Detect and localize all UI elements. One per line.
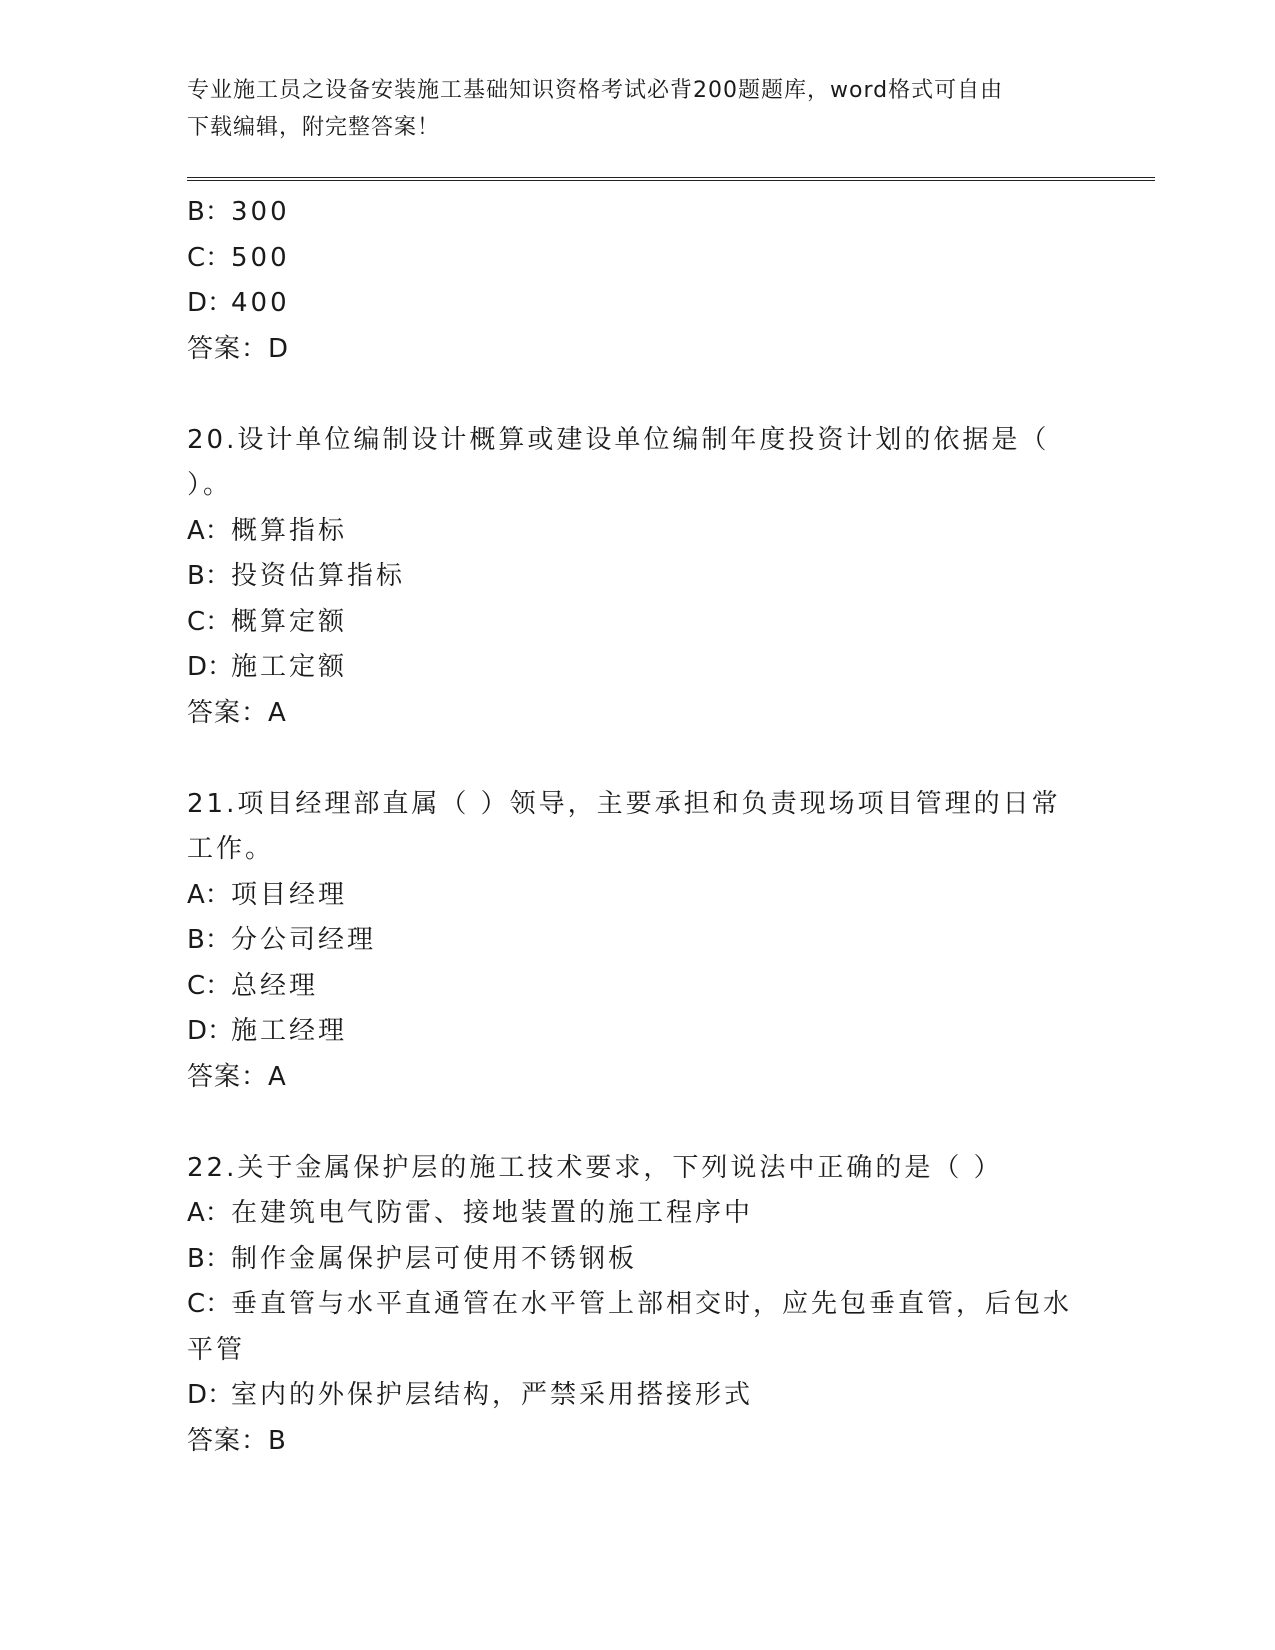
option-key: C： xyxy=(187,1289,232,1319)
option-b xyxy=(187,1237,1087,1283)
option-text: 室内的外保护层结构，严禁采用搭接形式 xyxy=(231,1380,754,1410)
option-a xyxy=(187,873,1087,919)
option-text: 施工定额 xyxy=(231,652,348,682)
option-c xyxy=(187,600,1087,646)
option-b xyxy=(187,554,1087,600)
option-key: D： xyxy=(187,1380,234,1410)
question-list xyxy=(187,190,1087,1464)
option-text: 分公司经理 xyxy=(231,925,377,955)
question-stem-continued: 工作。 xyxy=(187,834,275,864)
option-c-continued: 平管 xyxy=(187,1334,246,1365)
option-text: 制作金属保护层可使用不锈钢板 xyxy=(231,1243,638,1274)
option-text: 500 xyxy=(231,242,290,273)
option-c xyxy=(187,236,1087,282)
option-d xyxy=(187,281,1087,327)
question-22 xyxy=(187,1146,1087,1465)
answer-line: 答案：B xyxy=(187,1425,287,1456)
option-d xyxy=(187,1373,1087,1419)
question-20 xyxy=(187,418,1087,737)
option-b xyxy=(187,190,1087,236)
option-text: 施工经理 xyxy=(231,1016,348,1046)
option-key: A： xyxy=(187,1198,231,1228)
option-key: B： xyxy=(187,197,231,227)
option-a xyxy=(187,1191,1087,1237)
question-stem: 22.关于金属保护层的施工技术要求，下列说法中正确的是（ ） xyxy=(187,1152,1003,1183)
question-stem: 21.项目经理部直属（ ）领导，主要承担和负责现场项目管理的日常 xyxy=(187,788,1061,819)
option-key: B： xyxy=(187,561,231,591)
option-key: C： xyxy=(187,606,232,637)
option-key: D： xyxy=(187,288,234,318)
option-key: A： xyxy=(187,879,231,910)
option-text: 项目经理 xyxy=(231,879,348,910)
spacer xyxy=(187,1100,1087,1146)
option-key: A： xyxy=(187,515,231,546)
header-divider xyxy=(187,177,1155,181)
question-21 xyxy=(187,782,1087,1101)
header-title-line-2: 下载编辑，附完整答案！ xyxy=(187,115,441,140)
option-key: C： xyxy=(187,242,232,273)
option-c xyxy=(187,1282,1087,1328)
option-key: B： xyxy=(187,925,231,955)
option-key: D： xyxy=(187,652,234,682)
option-text: 投资估算指标 xyxy=(231,561,406,591)
answer-line: 答案：D xyxy=(187,333,290,364)
spacer xyxy=(187,372,1087,418)
option-text: 概算定额 xyxy=(231,606,348,637)
spacer xyxy=(187,736,1087,782)
option-c xyxy=(187,964,1087,1010)
option-text: 在建筑电气防雷、接地装置的施工程序中 xyxy=(231,1198,754,1228)
option-d xyxy=(187,645,1087,691)
option-text: 概算指标 xyxy=(231,515,348,546)
answer-line: 答案：A xyxy=(187,697,287,728)
document-header xyxy=(187,72,1087,146)
answer-line: 答案：A xyxy=(187,1061,287,1092)
header-title-line-1: 专业施工员之设备安装施工基础知识资格考试必背200题题库，word格式可自由 xyxy=(187,78,1004,103)
question-19-tail xyxy=(187,190,1087,372)
option-key: B： xyxy=(187,1243,231,1274)
option-key: C： xyxy=(187,970,232,1001)
question-stem-continued: ）。 xyxy=(187,470,233,500)
option-text: 总经理 xyxy=(231,970,319,1001)
option-d xyxy=(187,1009,1087,1055)
option-a xyxy=(187,509,1087,555)
option-key: D： xyxy=(187,1016,234,1046)
question-stem: 20.设计单位编制设计概算或建设单位编制年度投资计划的依据是（ xyxy=(187,424,1050,455)
option-text: 400 xyxy=(231,288,290,318)
option-text: 垂直管与水平直通管在水平管上部相交时，应先包垂直管，后包水 xyxy=(231,1289,1073,1319)
option-text: 300 xyxy=(231,197,290,227)
option-b xyxy=(187,918,1087,964)
